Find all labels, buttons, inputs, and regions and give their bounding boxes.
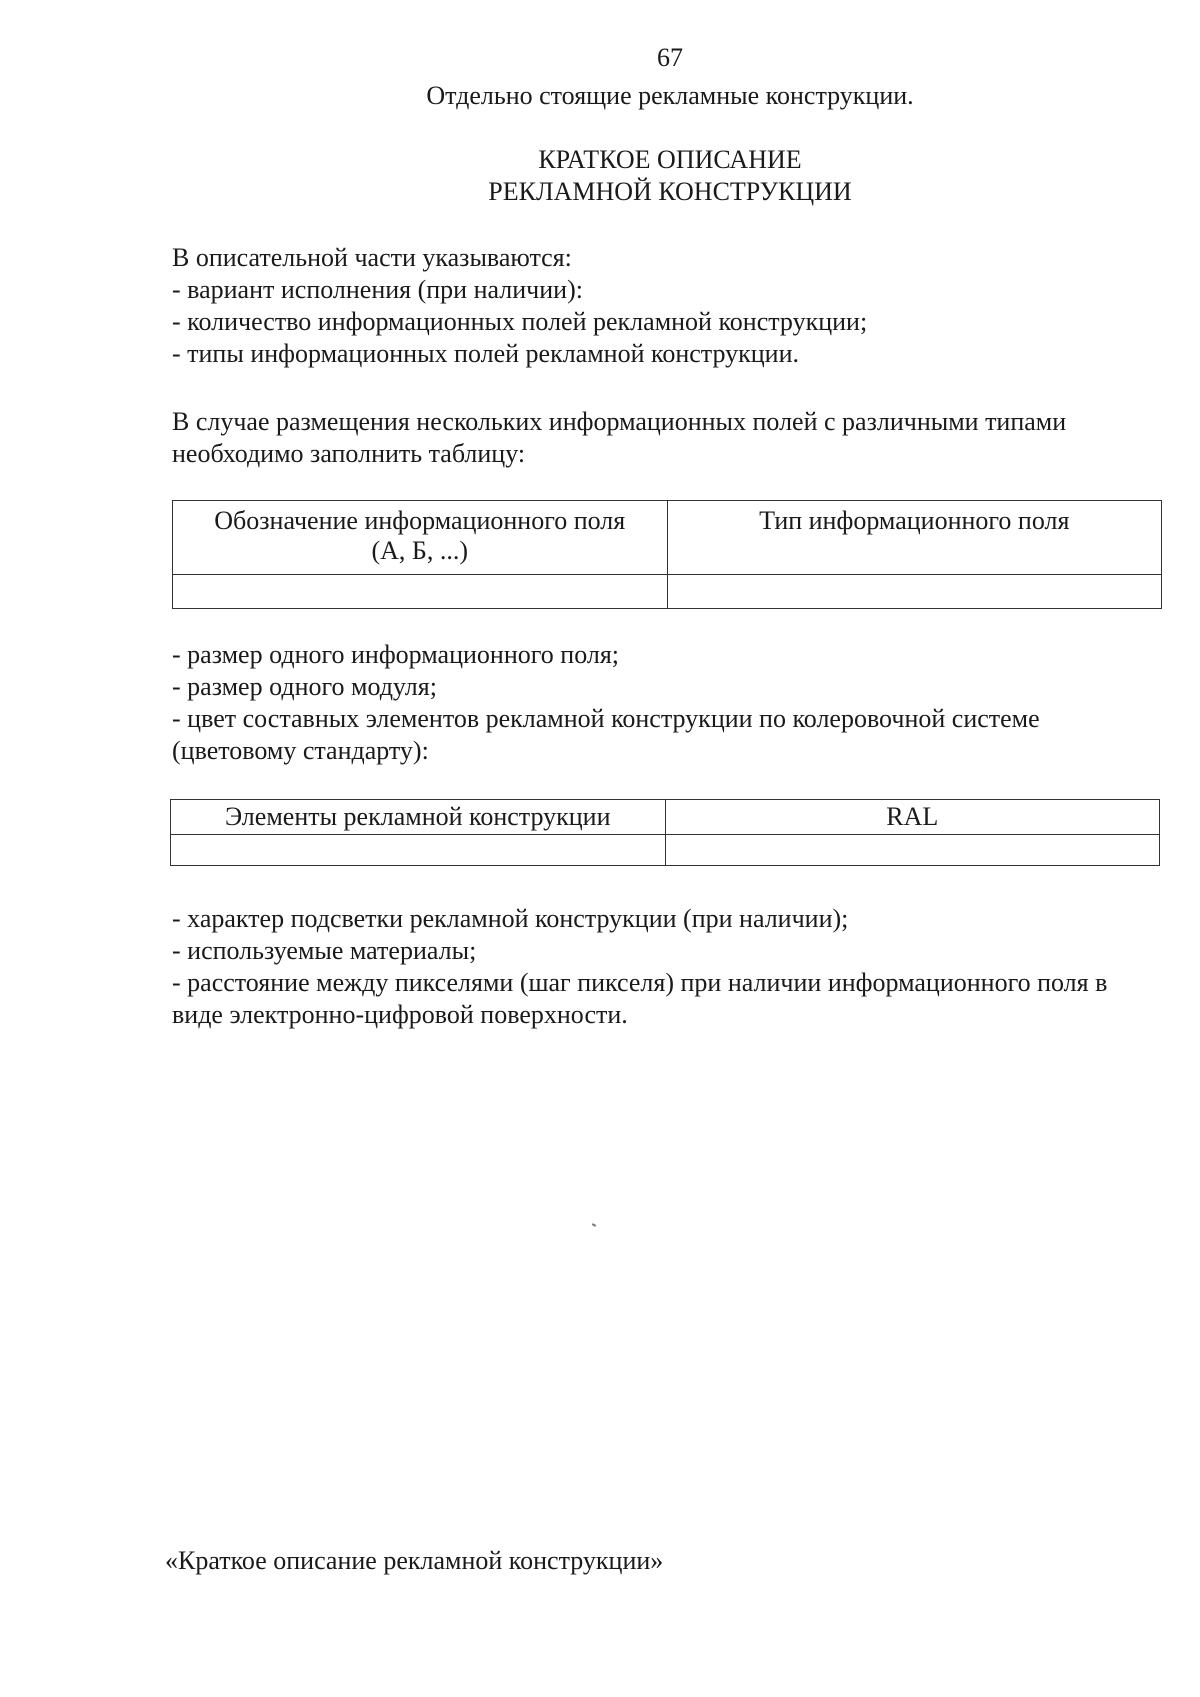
section-heading: Отдельно стоящие рекламные конструкции. <box>426 81 914 110</box>
header-cell-line: Обозначение информационного поля <box>214 506 626 535</box>
list-item: - цвет составных элементов рекламной конструкции по колеровочной системе (цветовому стандарту): <box>172 704 1040 765</box>
intro-block <box>172 242 1162 370</box>
scan-artifact <box>592 1223 596 1227</box>
table-note-text: В случае размещения нескольких информационных полей с различными типами необходимо заполнить таблицу: <box>172 407 1067 468</box>
title-line-1: КРАТКОЕ ОПИСАНИЕ <box>538 145 802 174</box>
table-header-cell: Элементы рекламной конструкции <box>171 800 666 835</box>
table-row <box>173 575 1162 609</box>
intro-line: - типы информационных полей рекламной конструкции. <box>172 339 799 368</box>
table-header-row <box>173 501 1162 575</box>
intro-line: - количество информационных полей рекламной конструкции; <box>172 307 868 336</box>
table-header-cell <box>173 501 668 575</box>
document-title <box>0 144 1200 208</box>
table-cell-empty <box>171 835 666 866</box>
list-item: - характер подсветки рекламной конструкции (при наличии); <box>172 904 849 933</box>
table-cell-empty <box>667 575 1162 609</box>
table-note <box>172 406 1162 470</box>
table-header-cell: Тип информационного поля <box>667 501 1162 575</box>
table-header-row <box>171 800 1160 835</box>
table-header-cell: RAL <box>665 800 1160 835</box>
list-item: - расстояние между пикселями (шаг пикселя) при наличии информационного поля в виде электронно-цифровой поверхности. <box>172 968 1108 1029</box>
info-fields-table <box>172 500 1162 609</box>
title-line-2: РЕКЛАМНОЙ КОНСТРУКЦИИ <box>488 177 852 206</box>
table-row <box>171 835 1160 866</box>
middle-list <box>172 639 1162 767</box>
list-item: - размер одного модуля; <box>172 672 437 701</box>
footer-caption: «Краткое описание рекламной конструкции» <box>165 1546 664 1575</box>
color-elements-table <box>170 799 1160 866</box>
page-number: 67 <box>657 43 683 72</box>
table-cell-empty <box>665 835 1160 866</box>
list-item: - используемые материалы; <box>172 936 477 965</box>
table-cell-empty <box>173 575 668 609</box>
intro-line: - вариант исполнения (при наличии): <box>172 275 583 304</box>
final-list <box>172 903 1162 1031</box>
list-item: - размер одного информационного поля; <box>172 640 620 669</box>
header-cell-line: (А, Б, ...) <box>371 536 469 565</box>
intro-line: В описательной части указываются: <box>172 243 572 272</box>
